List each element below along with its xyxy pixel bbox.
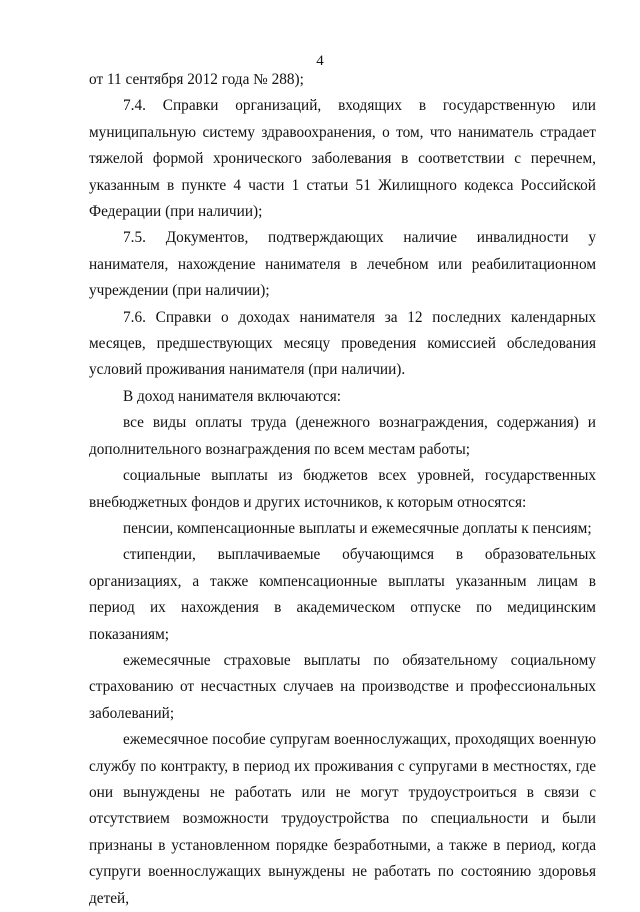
paragraph-spouse-allowance: ежемесячное пособие супругам военнослужащих, проходящих военную службу по контракту, в период их проживания с супругами в местностях, где они вынуждены не работать или не могут трудоустроиться в связи с отсутствием возможности трудоустройства по специальности и были признаны в установленном порядке безработными, а также в период, когда супруги военнослужащих вынуждены не работать по состоянию здоровья детей, [89, 731, 596, 907]
paragraph-social-payments: социальные выплаты из бюджетов всех уровней, государственных внебюджетных фондов и других источников, к которым относятся: [89, 467, 596, 511]
paragraph-insurance-payments: ежемесячные страховые выплаты по обязательному социальному страхованию от несчастных случаев на производстве и профессиональных заболеваний; [89, 651, 596, 722]
paragraph-stipends: стипендии, выплачиваемые обучающимся в образовательных организациях, а также компенсационные выплаты указанным лицам в период их нахождения в академическом отпуске по медицинским показаниям; [89, 546, 596, 643]
paragraph-7-6: 7.6. Справки о доходах нанимателя за 12 последних календарных месяцев, предшествующих месяцу проведения комиссией обследования условий проживания нанимателя (при наличии). [89, 308, 596, 379]
paragraph-7-4: 7.4. Справки организаций, входящих в государственную или муниципальную систему здравоохранения, о том, что наниматель страдает тяжелой формой хронического заболевания в соответствии с перечнем, указанным в пункте 4 части 1 статьи 51 Жилищного кодекса Российской Федерации (при наличии); [89, 97, 596, 221]
paragraph-continuation: от 11 сентября 2012 года № 288); [89, 71, 304, 88]
paragraph-pensions: пенсии, компенсационные выплаты и ежемесячные доплаты к пенсиям; [123, 519, 592, 537]
paragraph-wages: все виды оплаты труда (денежного вознаграждения, содержания) и дополнительного вознаграждения по всем местам работы; [89, 414, 596, 458]
paragraph-income-intro: В доход нанимателя включаются: [123, 387, 342, 405]
page-number: 4 [316, 53, 324, 69]
document-body [89, 67, 596, 912]
paragraph-7-5: 7.5. Документов, подтверждающих наличие инвалидности у нанимателя, нахождение нанимателя в лечебном или реабилитационном учреждении (при наличии); [89, 229, 596, 300]
